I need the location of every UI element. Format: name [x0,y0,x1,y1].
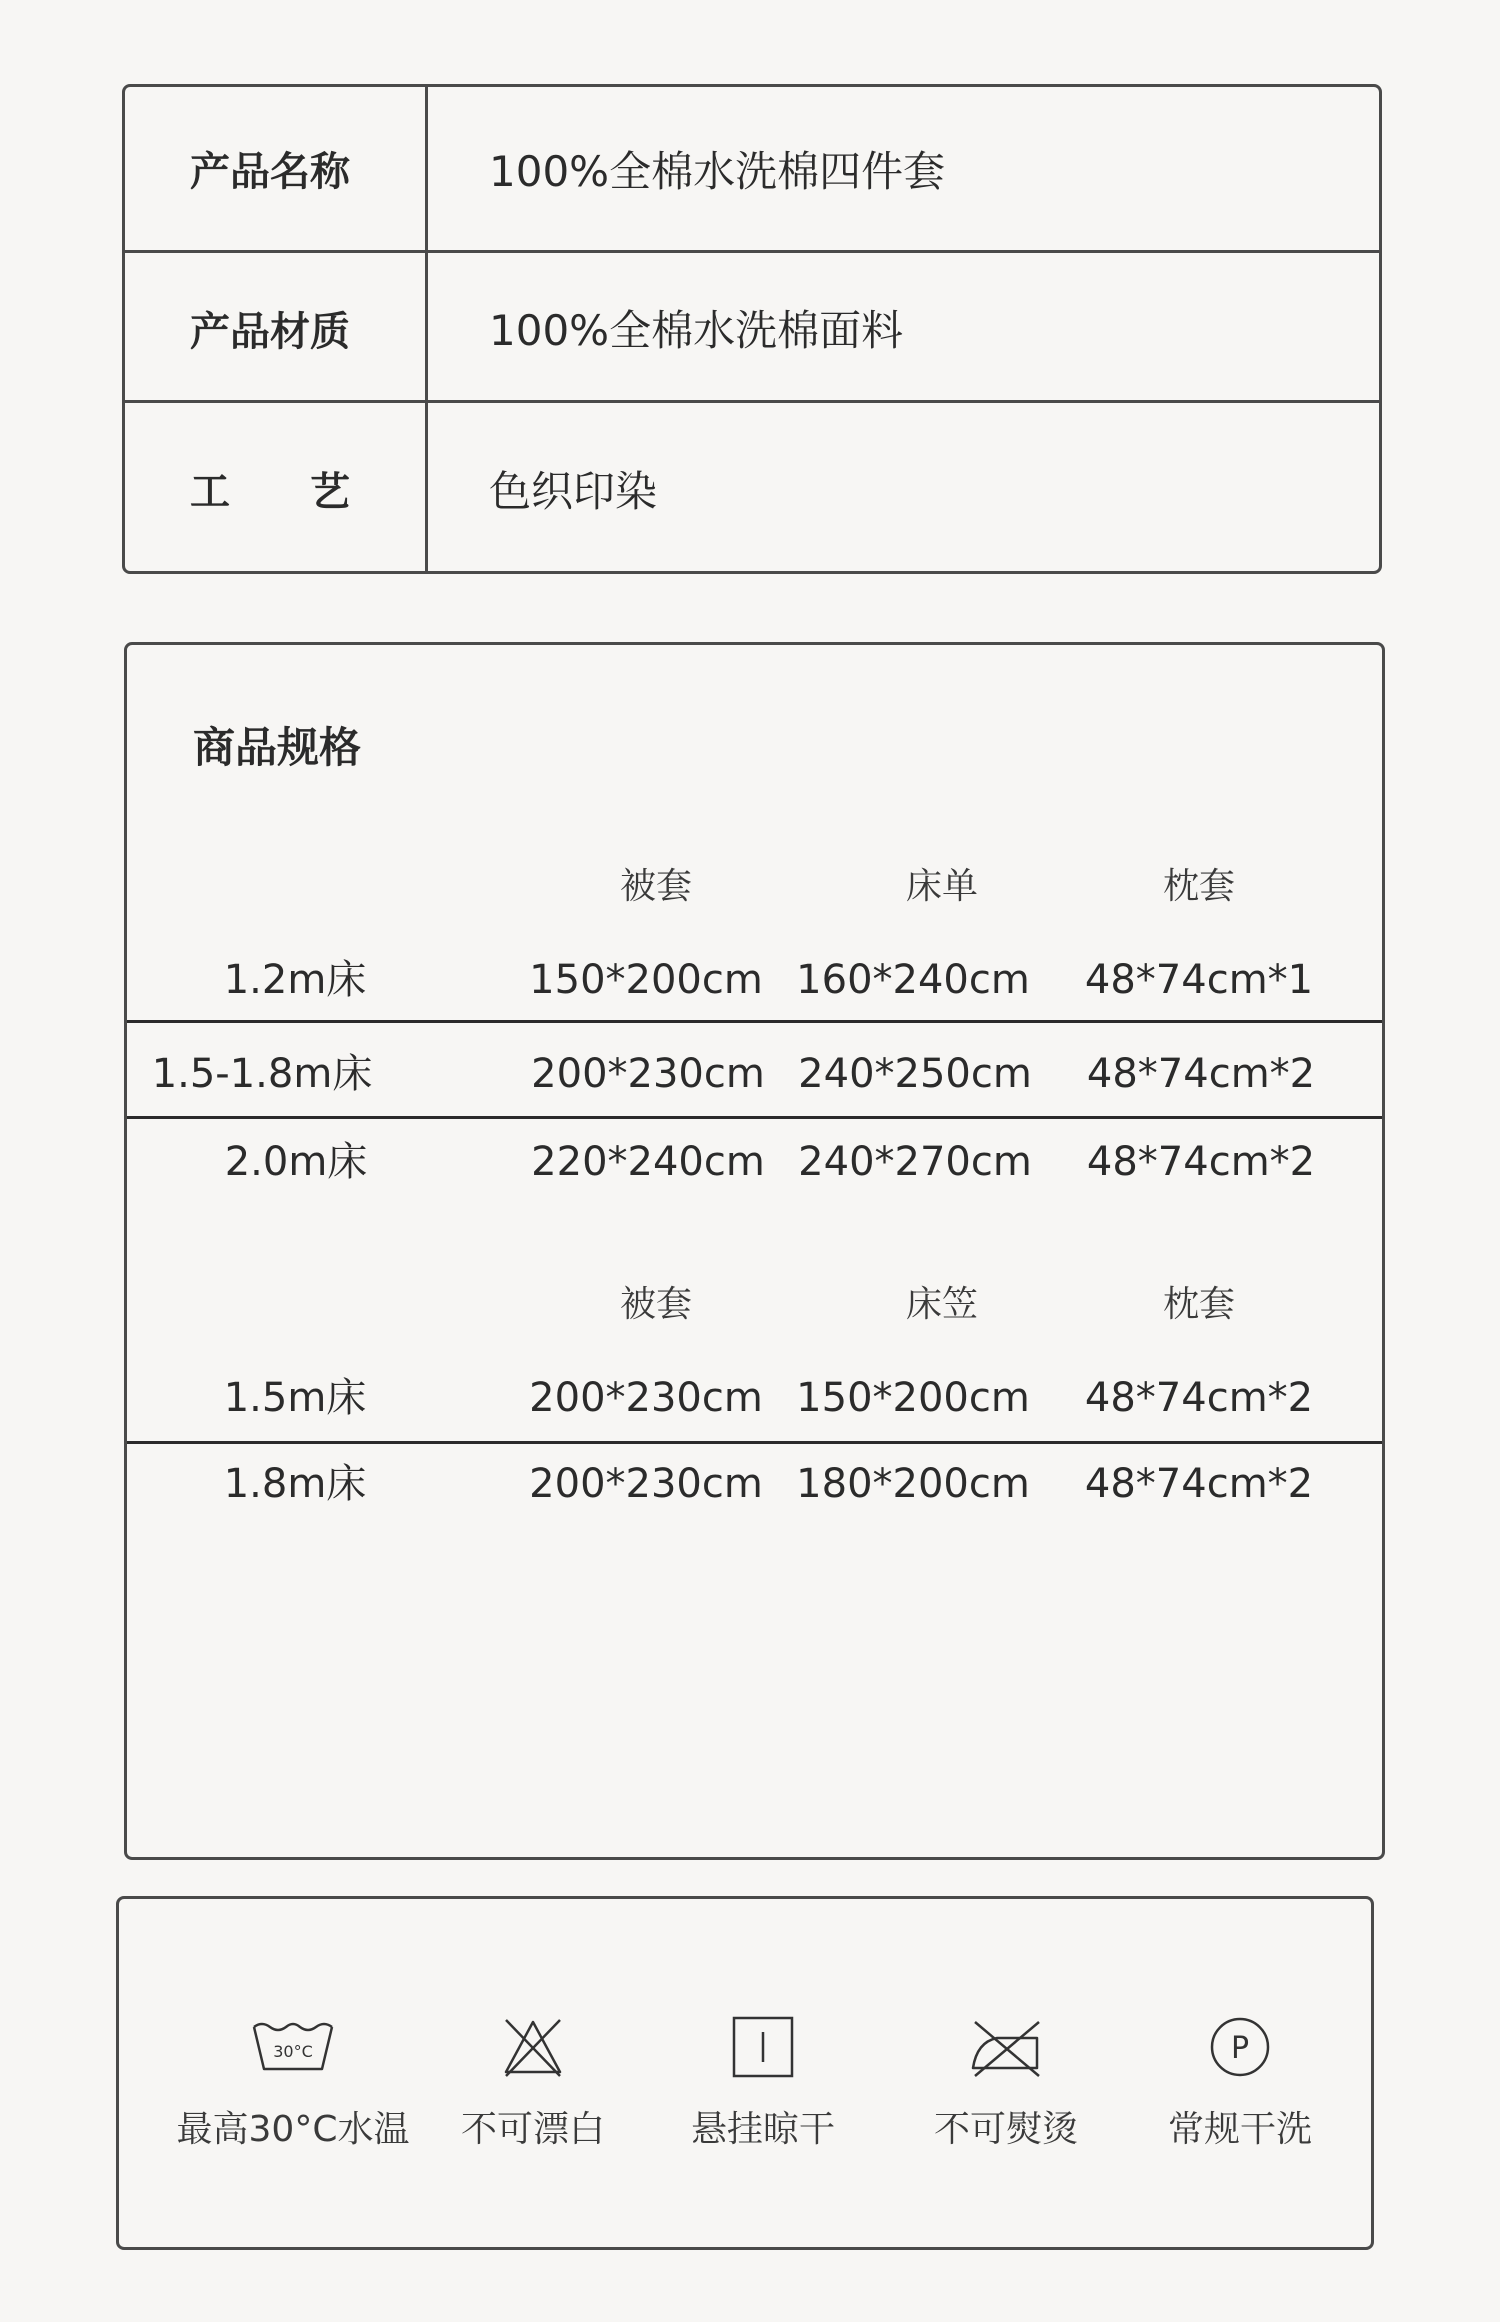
care-item [1120,2009,1360,2152]
table-row [127,1368,1382,1428]
care-item [886,2009,1126,2152]
info-label: 产品名称 [190,149,350,195]
header-pillowcase: 枕套 [1162,866,1236,907]
pillow-cell: 48*74cm*1 [1084,957,1314,1003]
care-instructions-box [116,1896,1374,2250]
spec-title: 商品规格 [193,723,362,772]
fitted-sheet-cell: 150*200cm [796,1375,1030,1421]
header-duvet: 被套 [619,1284,693,1325]
duvet-cell: 200*230cm [529,1375,763,1421]
table-row [127,1044,1382,1104]
header-sheet: 床单 [905,866,979,907]
sheet-cell: 160*240cm [796,957,1030,1003]
care-label: 不可熨烫 [933,2109,1078,2150]
row-divider [127,1116,1382,1119]
size-cell: 1.2m床 [223,957,367,1003]
duvet-cell: 220*240cm [531,1139,765,1185]
wash-30-icon [173,2009,413,2085]
care-label: 最高30°C水温 [176,2109,410,2150]
info-row-material [125,250,1379,403]
sheet-cell: 240*270cm [798,1139,1032,1185]
table-row [127,950,1382,1010]
info-value: 100%全棉水洗棉面料 [489,306,904,355]
product-info-table [122,84,1382,574]
care-label: 不可漂白 [460,2109,605,2150]
row-divider [127,1441,1382,1444]
care-label: 常规干洗 [1167,2109,1312,2150]
no-iron-icon [886,2009,1126,2085]
pillow-cell: 48*74cm*2 [1084,1375,1314,1421]
wash-temp-text: 30°C [273,2042,313,2061]
pillow-cell: 48*74cm*2 [1086,1051,1316,1097]
header-pillowcase: 枕套 [1162,1284,1236,1325]
info-value: 色织印染 [489,466,658,516]
size-cell: 1.8m床 [223,1461,367,1507]
header-fitted-sheet: 床笠 [905,1284,979,1325]
row-divider [127,1020,1382,1023]
info-label: 工 艺 [190,469,350,515]
duvet-cell: 150*200cm [529,957,763,1003]
care-item [413,2009,653,2152]
info-value: 100%全棉水洗棉四件套 [489,146,946,196]
sheet-cell: 240*250cm [798,1051,1032,1097]
info-label: 产品材质 [190,308,350,355]
duvet-cell: 200*230cm [531,1051,765,1097]
pillow-cell: 48*74cm*2 [1084,1461,1314,1507]
care-item [173,2009,413,2152]
fitted-sheet-cell: 180*200cm [796,1461,1030,1507]
spec-header-row [127,857,1382,917]
size-cell: 1.5m床 [223,1375,367,1421]
size-cell: 2.0m床 [224,1139,368,1185]
dry-clean-letter: P [1230,2031,1250,2066]
spec-header-row [127,1275,1382,1335]
duvet-cell: 200*230cm [529,1461,763,1507]
spec-box [124,642,1385,1860]
line-dry-icon [643,2009,883,2085]
pillow-cell: 48*74cm*2 [1086,1139,1316,1185]
header-duvet: 被套 [619,866,693,907]
table-row [127,1454,1382,1514]
info-row-craft [125,400,1379,574]
table-row [127,1132,1382,1192]
info-row-name [125,87,1379,250]
size-cell: 1.5-1.8m床 [151,1051,373,1097]
care-item [643,2009,883,2152]
no-bleach-icon [413,2009,653,2085]
dry-clean-p-icon [1120,2009,1360,2085]
care-label: 悬挂晾干 [690,2109,835,2150]
